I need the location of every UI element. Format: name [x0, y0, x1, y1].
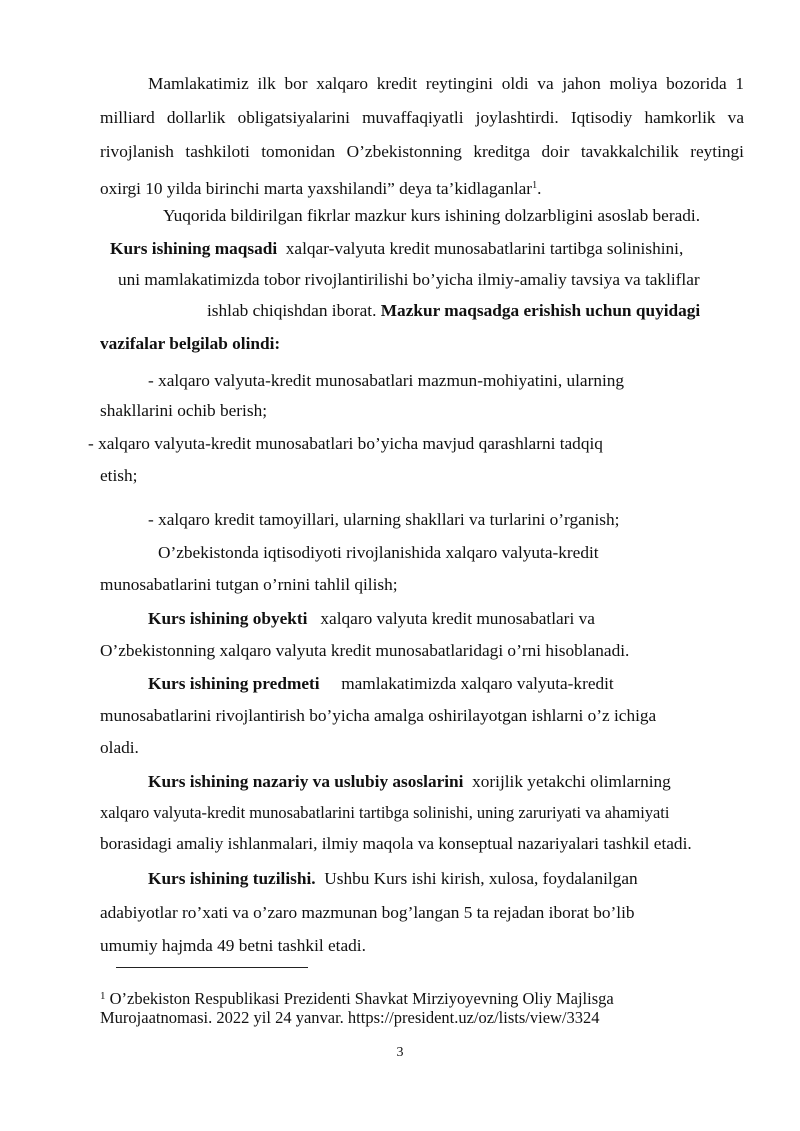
paragraph-line: umumiy hajmda 49 betni tashkil etadi. [100, 936, 366, 955]
page-number: 3 [396, 1045, 404, 1060]
list-item: - xalqaro valyuta-kredit munosabatlari bo’yicha mavjud qarashlarni tadqiq [88, 434, 603, 453]
bold-term: Kurs ishining nazariy va uslubiy asoslarini [148, 772, 464, 791]
bold-term: Kurs ishining predmeti [148, 674, 320, 693]
paragraph-line: oxirgi 10 yilda birinchi marta yaxshilandi” deya ta’kidlaganlar$^1$. [100, 179, 542, 198]
paragraph-line: Kurs ishining obyekti xalqaro valyuta kredit munosabatlari va [148, 609, 595, 628]
bold-term: Mazkur maqsadga erishish uchun quyidagi [380, 301, 701, 320]
paragraph-line: Yuqorida bildirilgan fikrlar mazkur kurs ishining dolzarbligini asoslab beradi. [163, 206, 701, 225]
paragraph-line: Kurs ishining predmeti mamlakatimizda xalqaro valyuta-kredit [148, 674, 614, 693]
bold-term: Kurs ishining tuzilishi. [148, 869, 316, 888]
paragraph-line: milliard dollarlik obligatsiyalarini muvaffaqiyatli joylashtirdi. Iqtisodiy hamkorlik va [100, 108, 744, 127]
list-item-cont: shakllarini ochib berish; [100, 401, 268, 420]
paragraph-line: Mamlakatimiz ilk bor xalqaro kredit reytingini oldi va jahon moliya bozorida 1 [148, 74, 744, 93]
paragraph-line: uni mamlakatimizda tobor rivojlantirilishi bo’yicha ilmiy-amaliy tavsiya va takliflar [118, 270, 700, 289]
paragraph-line: borasidagi amaliy ishlanmalari, ilmiy maqola va konseptual nazariyalari tashkil etadi. [100, 834, 692, 853]
paragraph-line: Kurs ishining nazariy va uslubiy asoslarini xorijlik yetakchi olimlarning [148, 772, 671, 791]
list-item: O’zbekistonda iqtisodiyoti rivojlanishida xalqaro valyuta-kredit [158, 543, 599, 562]
paragraph-line: ishlab chiqishdan iborat. Mazkur maqsadga erishish uchun quyidagi [207, 301, 701, 320]
list-item-cont: etish; [100, 466, 138, 485]
list-item-cont: munosabatlarini tutgan o’rnini tahlil qilish; [100, 575, 398, 594]
footnote-line: Murojaatnomasi. 2022 yil 24 yanvar. https://president.uz/oz/lists/view/3324 [100, 1008, 600, 1027]
footnote-reference[interactable]: 1 [532, 180, 538, 191]
paragraph-line: Kurs ishining tuzilishi. Ushbu Kurs ishi kirish, xulosa, foydalanilgan [148, 869, 638, 888]
paragraph-line [100, 333, 280, 355]
bold-term: Kurs ishining obyekti [148, 609, 308, 628]
paragraph-line: oladi. [100, 738, 139, 757]
list-item: - xalqaro valyuta-kredit munosabatlari mazmun-mohiyatini, ularning [148, 371, 625, 390]
footnote: $^1$ O’zbekiston Respublikasi Prezidenti Shavkat Mirziyoyevning Oliy Majlisga [100, 989, 614, 1008]
footnote-mark: 1 [100, 990, 106, 1002]
footnote-separator [116, 967, 308, 968]
paragraph-line: O’zbekistonning xalqaro valyuta kredit munosabatlaridagi o’rni hisoblanadi. [100, 641, 630, 660]
paragraph-line: adabiyotlar ro’xati va o’zaro mazmunan bog’langan 5 ta rejadan iborat bo’lib [100, 903, 635, 922]
paragraph-line: rivojlanish tashkiloti tomonidan O’zbekistonning kreditga doir tavakkalchilik reytingi [100, 142, 744, 161]
paragraph-line: munosabatlarini rivojlantirish bo’yicha amalga oshirilayotgan ishlarni o’z ichiga [100, 706, 657, 725]
bold-term: vazifalar belgilab olindi: [100, 334, 281, 353]
paragraph-line: Kurs ishining maqsadi xalqar-valyuta kredit munosabatlarini tartibga solinishini, [110, 239, 684, 258]
bold-term: Kurs ishining maqsadi [110, 239, 278, 258]
paragraph-line: xalqaro valyuta-kredit munosabatlarini tartibga solinishi, uning zaruriyati va ahamiyati [100, 803, 670, 822]
list-item: - xalqaro kredit tamoyillari, ularning shakllari va turlarini o’rganish; [148, 510, 620, 529]
